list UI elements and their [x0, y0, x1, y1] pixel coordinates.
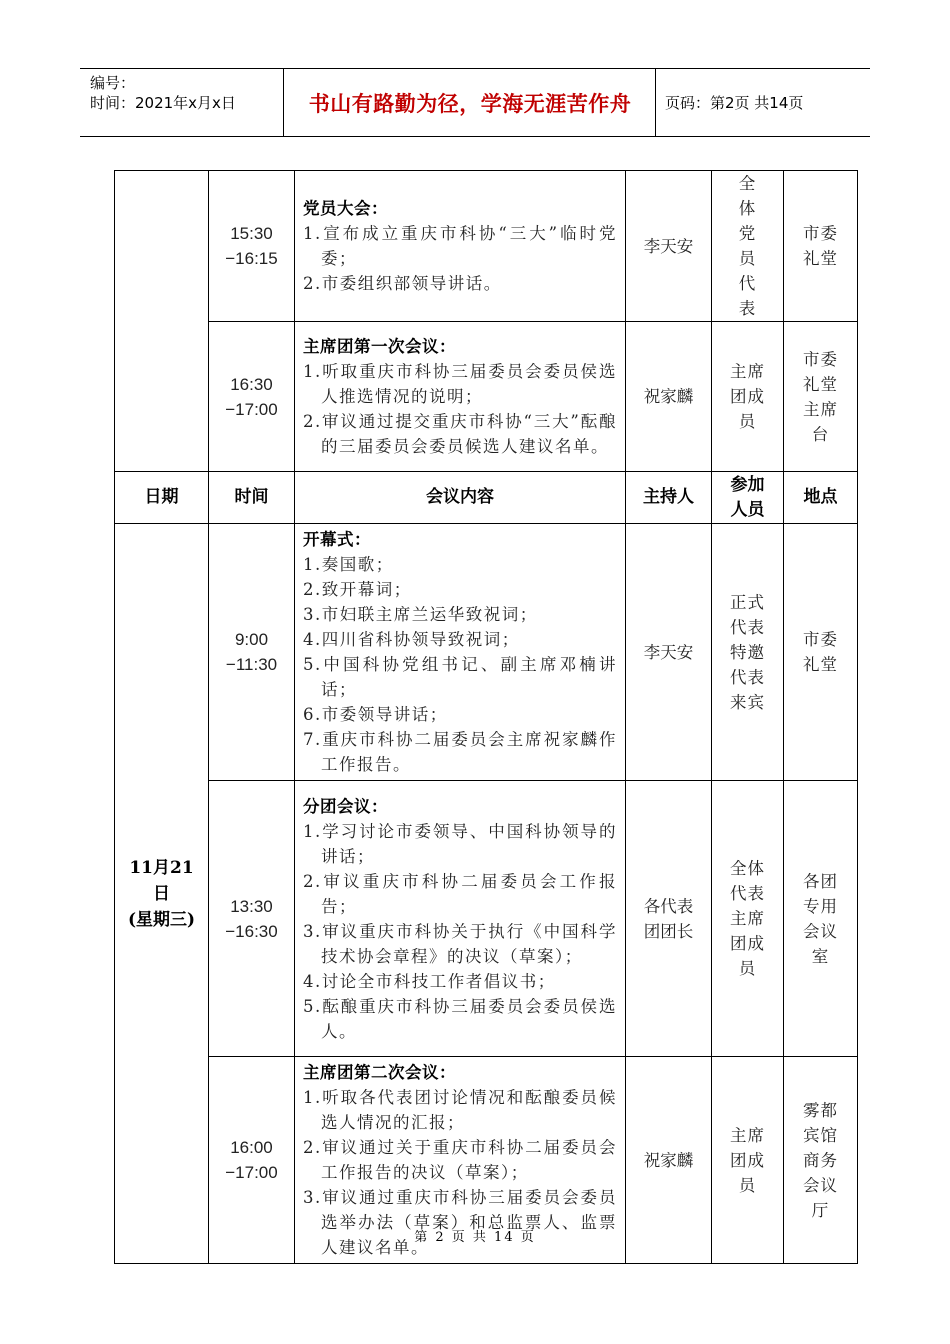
location-cell: 市委礼堂 [784, 171, 858, 322]
session-title: 分团会议： [303, 796, 388, 816]
content-cell [295, 524, 626, 781]
session-title: 主席团第二次会议： [303, 1063, 456, 1082]
header-meta [90, 73, 236, 113]
location-cell: 各团专用会议室 [784, 781, 858, 1057]
time-cell: 13:30 −16:30 [209, 781, 295, 1057]
attendees-cell: 主席团成员 [712, 322, 784, 472]
content-cell [295, 781, 626, 1057]
location-cell: 市委礼堂主席台 [784, 322, 858, 472]
host-cell: 祝家麟 [626, 322, 712, 472]
agenda-item: 1.听取重庆市科协三届委员会委员侯选人推选情况的说明； [303, 362, 617, 406]
schedule-row [115, 171, 858, 322]
column-header-location: 地点 [784, 472, 858, 524]
agenda-item: 4.讨论全市科技工作者倡议书； [303, 971, 556, 991]
host-cell: 各代表团团长 [626, 781, 712, 1057]
agenda-item: 2.致开幕词； [303, 580, 412, 599]
page-footer: 第 2 页 共 14 页 [414, 1230, 536, 1245]
time-cell: 16:00 −17:00 [209, 1057, 295, 1264]
agenda-item: 1.宣布成立重庆市科协“三大”临时党委； [303, 224, 617, 268]
agenda-item: 7.重庆市科协二届委员会主席祝家麟作工作报告。 [303, 730, 617, 774]
code-label: 编号： [90, 74, 136, 92]
agenda-item: 1.学习讨论市委领导、中国科协领导的讲话； [303, 821, 617, 866]
session-title: 党员大会： [303, 199, 388, 218]
date-label: 时间：2021年x月x日 [90, 94, 236, 112]
content-cell [295, 171, 626, 322]
agenda-item: 3.审议通过重庆市科协三届委员会委员选举办法（草案）和总监票人、监票人建议名单。 [303, 1188, 617, 1257]
host-cell: 祝家麟 [626, 1057, 712, 1264]
agenda-item: 2.审议通过提交重庆市科协“三大”酝酿的三届委员会委员候选人建议名单。 [303, 412, 617, 456]
host-cell: 李天安 [626, 171, 712, 322]
schedule-row [115, 322, 858, 472]
column-header-date: 日期 [115, 472, 209, 524]
column-header-time: 时间 [209, 472, 295, 524]
column-header-attendees: 参加人员 [712, 472, 784, 524]
agenda-item: 1.听取各代表团讨论情况和酝酿委员候选人情况的汇报； [303, 1088, 617, 1132]
session-title: 主席团第一次会议： [303, 337, 456, 356]
session-title: 开幕式： [303, 530, 371, 549]
time-cell: 15:30 −16:15 [209, 171, 295, 322]
column-header-content: 会议内容 [295, 472, 626, 524]
attendees-cell: 主席团成员 [712, 1057, 784, 1264]
attendees-cell: 正式代表特邀代表来宾 [712, 524, 784, 781]
column-header-host: 主持人 [626, 472, 712, 524]
date-cell-empty [115, 171, 209, 472]
host-cell: 李天安 [626, 524, 712, 781]
page-header [80, 68, 870, 137]
agenda-item: 1.奏国歌； [303, 555, 394, 574]
agenda-item: 3.审议重庆市科协关于执行《中国科学技术协会章程》的决议（草案）； [303, 921, 617, 966]
schedule-row [115, 781, 858, 1057]
location-cell: 雾都宾馆商务会议厅 [784, 1057, 858, 1264]
agenda-item: 4.四川省科协领导致祝词； [303, 630, 520, 649]
attendees-cell: 全体代表主席团成员 [712, 781, 784, 1057]
header-divider [283, 69, 284, 136]
agenda-item: 2.市委组织部领导讲话。 [303, 274, 502, 293]
time-cell: 16:30 −17:00 [209, 322, 295, 472]
agenda-item: 3.市妇联主席兰运华致祝词； [303, 605, 538, 624]
agenda-item: 2.审议重庆市科协二届委员会工作报告； [303, 871, 617, 916]
time-cell: 9:00 −11:30 [209, 524, 295, 781]
content-cell [295, 322, 626, 472]
agenda-item: 5.酝酿重庆市科协三届委员会委员侯选人。 [303, 996, 617, 1041]
page-number-label: 页码：第2页 共14页 [665, 94, 804, 112]
date-cell: 11月21 日 (星期三) [115, 524, 209, 1264]
attendees-cell: 全体党员代表 [712, 171, 784, 322]
header-divider [655, 69, 656, 136]
agenda-item: 5.中国科协党组书记、副主席邓楠讲话； [303, 655, 617, 699]
meeting-schedule-table [114, 170, 858, 1264]
agenda-item: 6.市委领导讲话； [303, 705, 448, 724]
schedule-row [115, 524, 858, 781]
header-motto: 书山有路勤为径，学海无涯苦作舟 [308, 91, 632, 116]
agenda-item: 2.审议通过关于重庆市科协二届委员会工作报告的决议（草案）； [303, 1138, 617, 1182]
table-header-row [115, 472, 858, 524]
location-cell: 市委礼堂 [784, 524, 858, 781]
